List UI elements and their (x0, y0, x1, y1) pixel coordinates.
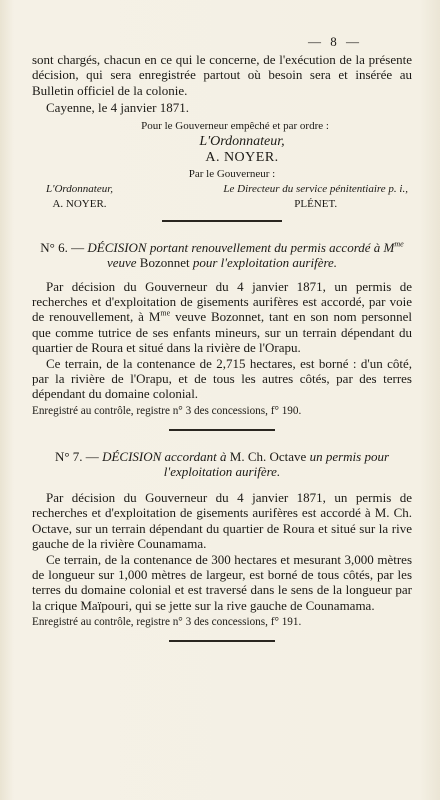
intro-paragraph: sont chargés, chacun en ce qui le concerne, de l'exécution de la présente décision, qui sera enregistrée partout où besoin sera et insérée au Bulletin officiel de la colonie. (32, 52, 412, 98)
signature-left (46, 182, 113, 212)
decision-6-paragraph-1-a: Par décision du Gouverneur du 4 janvier 1871, un permis de recherches et d'exploitation de gisements aurifères est accordé, par voie de renouvellement, à M (32, 278, 412, 325)
signature-left-title: L'Ordonnateur, (46, 182, 114, 195)
signature-left-name: A. NOYER. (52, 197, 107, 210)
decision-6-paragraph-2: Ce terrain, de la contenance de 2,715 hectares, est borné : d'un côté, par la rivière de l'Orapu, et de tous les autres côtés, par des terres dépendant du domaine colonial. (32, 355, 412, 402)
signature-right-name: PLÉNET. (294, 197, 338, 210)
decision-7-heading-text: accordant à (164, 448, 227, 464)
decision-7-registered: Enregistré au contrôle, registre n° 3 des concessions, f° 191. (32, 616, 302, 629)
ordonnateur-name: A. NOYER. (205, 149, 279, 165)
signature-right-title: Le Directeur du service pénitentiaire p. i., (223, 182, 408, 195)
decision-6-heading (32, 240, 412, 271)
decision-6-paragraph-1 (32, 279, 412, 356)
decision-7-keyword: DÉCISION (102, 448, 162, 464)
decision-6-heading-veuve: veuve (106, 255, 137, 271)
section-divider (169, 640, 275, 642)
ordonnateur-title: L'Ordonnateur, (199, 133, 285, 149)
decision-7-name: M. Ch. Octave (229, 448, 307, 464)
decision-6-paragraph-1-b: veuve Bozonnet, tant en son nom personnel que comme tutrice de ses enfants mineurs, sur un terrain dépendant du quartier de Roura et situé dans la rivière de l'Orapu. (32, 309, 412, 356)
decision-6-paragraph-1-sup: me (160, 309, 171, 319)
gouverneur-line: Par le Gouverneur : (188, 167, 276, 180)
order-line: Pour le Gouverneur empêché et par ordre : (141, 119, 329, 132)
decision-6-heading-text: portant renouvellement du permis accordé à M (149, 239, 395, 255)
decision-7-paragraph-1: Par décision du Gouverneur du 4 janvier 1871, un permis de recherches et d'exploitation de gisements aurifères est accordé à M. Ch. Octave, sur un terrain dépendant du quartier de Roura et situé sur la rive gauche de la rivière Counamama. (32, 489, 412, 552)
decision-7-heading-end: un permis pour l'exploitation aurifère. (163, 448, 390, 480)
decision-7-number: N° 7. — (54, 448, 99, 464)
decision-7-paragraph-2: Ce terrain, de la contenance de 300 hectares et mesurant 3,000 mètres de longueur sur 1,000 mètres de largeur, est borné de tous côtés, par les terres du domaine colonial et est traversé dans le sens de la longueur par la crique Maïpouri, qui se jette sur la rive gauche de Counamama. (32, 551, 412, 613)
decision-6-number: N° 6. — (40, 239, 85, 255)
decision-6-registered: Enregistré au contrôle, registre n° 3 des concessions, f° 190. (32, 404, 302, 417)
section-divider (169, 429, 275, 431)
decision-6-keyword: DÉCISION (87, 239, 147, 255)
decision-6-heading-end: pour l'exploitation aurifère. (192, 255, 338, 271)
decision-6-name: Bozonnet (139, 255, 190, 271)
date-line: Cayenne, le 4 janvier 1871. (46, 100, 189, 116)
decision-6-heading-sup: me (394, 239, 404, 249)
signature-columns (32, 182, 412, 212)
page-number: — 8 — (308, 34, 362, 49)
signature-right (223, 182, 408, 212)
section-divider (162, 220, 282, 222)
decision-7-heading (32, 449, 412, 480)
